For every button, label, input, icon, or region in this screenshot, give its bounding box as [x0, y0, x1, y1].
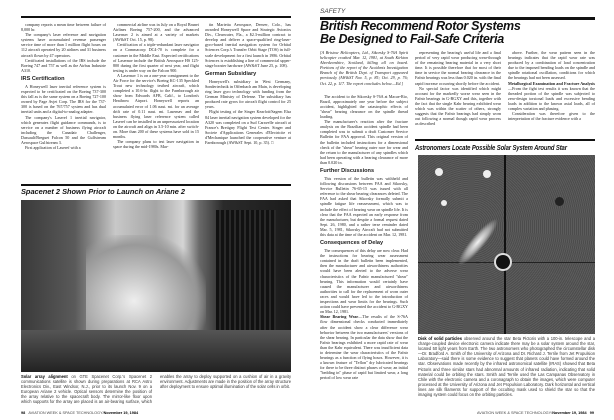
- run-in-heading: Metallurgical Examination and Fracture Analysis: [508, 80, 595, 86]
- paragraph: A Lasernav 1 is on a one-year consignment to the Air Force for the service's Boeing KC-135 Speckled Trout new technology testbed aircraft, which completed a 10.6-hr. flight to the Farnborough air show from Edwards AFB, Calif., to London's Heathrow Airport. Honeywell reports an accumulated error of 1.06 naut. mi. for an average drift rate of 0.11 naut. mi. Lasernav and the business flying laser reference system called Laseref can be installed in an unpressurized location on the aircraft and align in 3.5-10 min. after switch-on. More than 200 of these systems have sold in 15 months.: [113, 72, 199, 140]
- paragraph: company reports a mean time between failure of 8,000 hr.: [21, 22, 106, 33]
- paragraph: representing the bearing's useful life and a final period of very rapid wear producing wear-through of the remaining bearing material in a very short time. It is possible therefore that for most of their time in service the normal bearing clearance in the Fafnir bearings was less than 0.020 in. with the final rapid increase occurring shortly before the accident.: [415, 50, 501, 86]
- right-column-2: [415, 50, 501, 137]
- paragraph: tin Marietta Aerospace, Denver, Colo., has awarded Honeywell Space and Strategic Avionics Div., Clearwater, Fla., a $2.3-million contract to develop and deliver a space-qualified ring-laser-gyro-based inertial navigation system for Orbital Sciences Corp.'s Transfer Orbit Stage (TOS) in full-scale development for a first launch in 1986. Orbital Sciences is establishing a line of commercial upper-stage booster hardware (AW&ST June 25, p. 108).: [205, 22, 291, 68]
- page-number: 98: [21, 411, 26, 415]
- right-column-1: [320, 50, 408, 406]
- left-caption: [21, 374, 291, 408]
- left-column-3: [205, 22, 291, 182]
- right-column-3: [508, 50, 595, 137]
- beta-pictoris-photo: [418, 155, 595, 334]
- page-number: 99: [589, 411, 594, 415]
- publication-name: AVIATION WEEK & SPACE TECHNOLOGY/: [476, 411, 553, 415]
- run-in-heading: Shear Bearing Wear: [320, 314, 359, 320]
- section-label: SAFETY: [320, 8, 346, 15]
- photo-heading: Astronomers Locate Possible Solar System Around Star: [415, 143, 567, 152]
- caption-text: on GTE Spacenet Corp.'s Spacenet 2 communications satellite is shown during preparations at RCA Astro Electronics Div., East Windsor, N.J., prior to its launch Nov. 9 on a European Ariane 2 vehicle. Optical sensors determine the position of the array relative to the spacecraft body. The mirror-like floor upon which supports for the array are placed is an air-bearing surface, which enables the array to deploy supported on a cushion of air in a gravity environment. Adjustments are made in the position of the array structure after deployment to ensure optimal illumination of the solar cells in orbit.: [21, 374, 291, 405]
- right-caption: [418, 336, 595, 397]
- publication-name: AVIATION WEEK & SPACE TECHNOLOGY/: [28, 411, 104, 415]
- issue-date: November 19, 1984: [552, 411, 587, 415]
- section-heading: German Subsidiary: [205, 70, 257, 77]
- left-column-2: [113, 22, 199, 182]
- paragraph: above. Further, the wear pattern seen in the bearings indicates that the rapid wear rate was produced by a combination of load concentration due to the imposed bending loads on the spindle and spindle rotational oscillation, conditions for which the bearings had not been assessed.: [508, 50, 595, 81]
- headline-line-1: British Recommend Rotor Systems: [320, 19, 521, 33]
- issue-date: November 19, 1984: [103, 411, 139, 415]
- caption-lead: Disk of solid particles: [418, 336, 462, 341]
- paragraph: [320, 314, 408, 380]
- paragraph: commercial airline was in July on a Royal Brunei Airlines Boeing 757-200, and the advanced Lasernav 2 is aimed at a variety of markets (AW&ST Oct. 15, p. 98).: [113, 22, 199, 43]
- section-heading: IRS Certification: [21, 75, 65, 82]
- paragraph: A Honeywell laser inertial reference system is expected to be certificated on the Boeing 737-300 this fall as is the same system on a Boeing 727-100 owned by Page Avjet Corp. The IRS for the 737-300 is based on the 767/757 system and has dual inertial units and a digital-to-analog adapter.: [21, 83, 106, 115]
- left-column-1: [21, 22, 106, 182]
- paragraph: The company's laser reference and navigation systems have accumulated revenue passenger service time of more than 1 million flight hours on 112 aircraft operated by 20 airlines and 31 business aircraft flown by 47 operators.: [21, 32, 106, 58]
- paragraph: The accident to the Sikorsky S-76A at Macae-Rio, Brazil, approximately one year before the subject accident, highlighted the catastrophic effects of "shear" bearing clearance on the spindle thread loading.: [320, 93, 408, 120]
- photo-heading: Spacenet 2 Shown Prior to Launch on Ariane 2: [21, 187, 185, 196]
- paragraph: Flight testing of the Singer Kearfott/Sagem Elsa 84 laser inertial navigation system developed for the A320 was completed on a Sud Caravelle aircraft at France's Bretigny Flight Test Center. Singer and Societe d'Applications Generales d'Electricite et d'Mechanique launched the cooperative venture at Farnborough (AW&ST Sept. 10, p. 35). □: [205, 109, 291, 145]
- paragraph: Consideration was therefore given to the interpretation of the fracture evidence with a: [508, 111, 595, 122]
- caption-text: observed around the star Beta Pictoris with a 100-in. telescope and a charge-coupled device electronic camera indicate there may be a solar system around the star, located 50 light years from Earth. The two astronomers who photographed the circumstellar disk—Dr. Bradford A. Smith of the University of Arizona and Dr. Richard J. Terrile from Jet Propulsion Laboratory—said there is some evidence to suggest that planets could have formed around the star. Observations made recently by the infrared astronomical satellite (IRAS) showed that Beta Pictoris and three similar stars had abnormal amounts of infrared radiation, indicating that solid material could be orbiting the stars. Smith and Terrile used the Las Campanas Observatory in Chile with the electronic camera and a coronagraph to obtain the images, which were computer processed at the University of Arizona and Jet Propulsion Laboratory. Dark horizontal and vertical lines are silk filaments for support of the occulting mask used to shield the star so that the imaging system could focus on the orbiting particles.: [418, 336, 595, 398]
- paragraph-text: —From the fight test results it was known that the threaded portion of the spindle was subjected to zero-design torsional loads and excessive bending loads in addition to the known axial loads, all of complex variation and phasing.: [508, 85, 595, 112]
- right-footer: [477, 411, 594, 416]
- paragraph: Certification of a triple-redundant laser navigator on a Commacorp DC4-70 is complete for a customer in the Middle East. Expected certifications of Lasernav include the British Aerospace HS 125-800 during the first quarter of next year, and flight testing is under way on the Falcon 900.: [113, 42, 199, 73]
- paragraph: Certificated installations of the IRS include the Boeing 747 and 757 as well as the Airbus Industrie A310.: [21, 57, 106, 73]
- paragraph: The company plans to test laser navigation in space during the mid-1980s. Mar-: [113, 139, 199, 150]
- paragraph: [508, 81, 595, 112]
- top-rule: [21, 16, 291, 18]
- paragraph: The manufacturer's reaction after the fracture analysis on the Brazilian accident spindle had been completed was to submit a draft Customer Service Bulletin for FAA approval. This original version of the bulletin included instructions for a dimensional check of the "shear" bearing outer race for wear and the return to the manufacturer of any spindles which had been operating with a bearing clearance of more than 0.020 in.: [320, 119, 408, 165]
- section-heading: Further Discussions: [320, 167, 375, 174]
- spacenet-photo: [21, 200, 291, 372]
- section-heading: Consequences of Delay: [320, 240, 384, 247]
- paragraph: Honeywell's subsidiary in West Germany, Sondertechnik in Offenbach am Main, is developing ring laser gyro technology with funding from the German Ministry of Defense. The subsidiary has produced rate gyros for aircraft flight control for 25 years.: [205, 78, 291, 110]
- left-footer: [21, 411, 138, 416]
- paragraph: First application of Laseref with a: [25, 145, 81, 151]
- paragraph-text: —The results of the S-76A flow dimensional checks conducted immediately after the accident show a clear difference wear behavior between the two manufacturers' versions of the shear bearing. In particular the data show that the Fafnir bearings exhibited a more rapid rate of wear than the Kahr equivalent. There was insufficient data to determine the wear characteristics of the Fafnir bearings as a function of flying hours. However, it is a known feature of "Teflon" dry lubricated bearings for there to be three distinct phases of wear; an initial "bedding in" phase of rapid but limited wear, a long period of low wear rate: [320, 314, 408, 381]
- headline-line-2: Be Designed to Fail-Safe Criteria: [320, 32, 504, 46]
- paragraph: The company's Laseref 1 inertial navigator, which generates flight guidance commands, is to service on a number of business flying aircraft including the Canadair Challenger, Dassault/Breguet Falcon 50 and the Gulfstream Aerospace Gulfstream 3.: [21, 114, 106, 145]
- paragraph: This version of the bulletin was withheld and following discussions between FAA and Sikorsky, Service Bulletin 76-65-15 was issued with all reference to the shear bearing clearances deleted. The FAA had asked that Sikorsky formally submit a spindle fatigue life reassessment, which was to include the effect of bearing wear on spindle life. It is clear that the FAA expected an early response from the manufacturer, but despite a formal request dated Sept. 26, 1980, and a rather terse reminder dated Mar. 5, 1981, Sikorsky Aircraft had not submitted this data at the time of the accident on Mar. 12, 1981.: [320, 175, 408, 237]
- headline: [320, 20, 520, 46]
- editor-intro: [A Bristow Helicopters, Ltd., Sikorsky S-76A Spirit helicopter crashed Mar. 12, 1981, at South Kirkton Aberdeenshire, Scotland, killing all on board. Portions of the report of the Accidents Investigation Branch of the British Dept. of Transport appeared previously (AW&ST Nov. 5, p. 85; Oct. 29, p. 76; Oct. 22, p. 117. The report concludes below.—Ed.]: [320, 50, 408, 86]
- caption-lead: Solar array alignment: [21, 374, 68, 379]
- paragraph: The consequences of this delay are now clear. Had the instructions for bearing wear assessment contained in the draft bulletin been implemented, then the manufacturer and airworthiness authorities would have been alerted to the adverse wear characteristics of the Fafnir manufactured "shear" bearing. This information would certainly have caused the manufacturer and airworthiness authorities to call for the replacement of worn outer races and would have led to the introduction of inspections and wear limits for the bearings. Such action could have prevented the accident to G-BGXY on Mar. 12, 1981.: [320, 248, 408, 315]
- photo-rule: [21, 184, 291, 186]
- photo-rule: [415, 139, 595, 141]
- paragraph: No special factor was identified which might account for the markedly worse wear seen in the Fafnir bearings in G-BGXY and this, together with the fact that the single Kahr bearing exhibited wear which was within the scatter of others, strongly suggests that the Fafnir bearings had simply worn out following a normal though rapid wear process as described: [415, 85, 501, 127]
